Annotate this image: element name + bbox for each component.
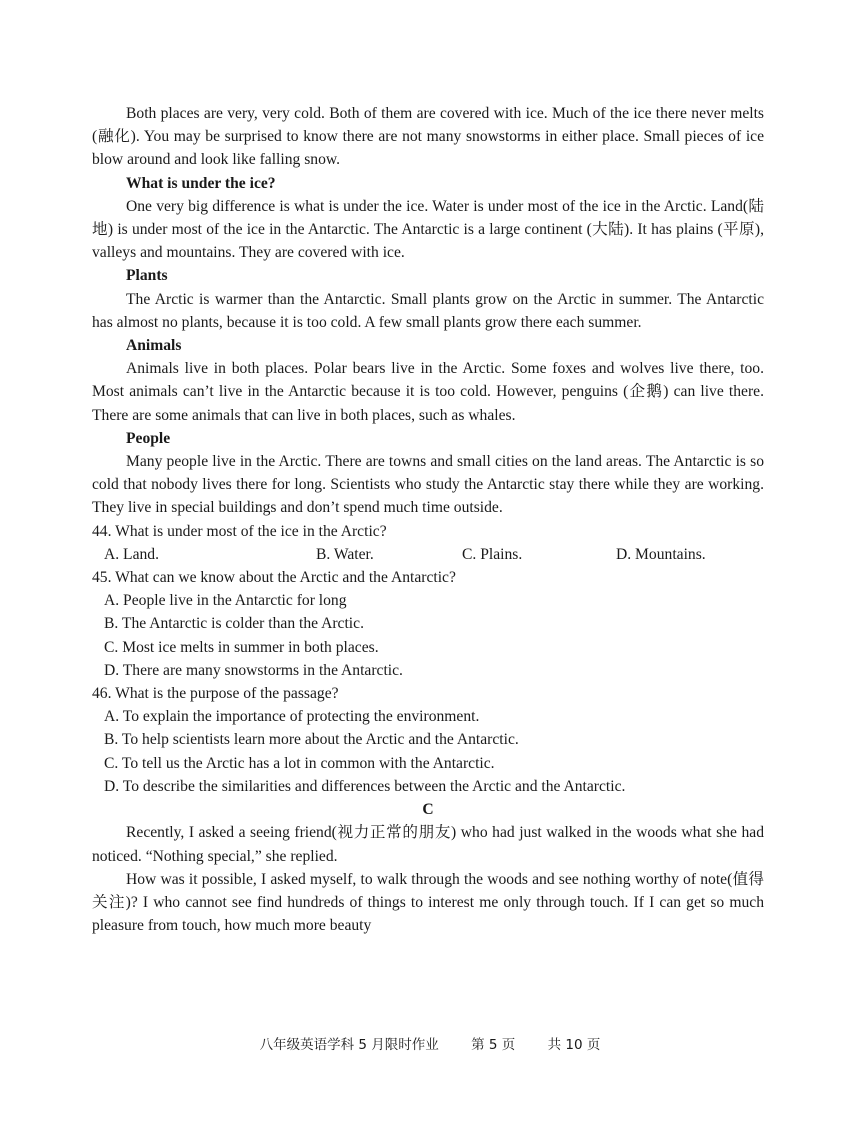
section-text-animals: Animals live in both places. Polar bears live in the Arctic. Some foxes and wolves live there, too. Most animals can’t live in the Antarctic because it is too cold. However, penguins (企鹅) can live there. There are some animals that can live in both places, such as whales. <box>92 360 764 424</box>
section-heading-plants: Plants <box>126 267 168 285</box>
section-text-people: Many people live in the Arctic. There are towns and small cities on the land areas. The Antarctic is so cold that nobody lives there for long. Scientists who study the Antarctic stay there while they are working. They live in special buildings and don’t spend much time outside. <box>92 453 764 517</box>
question-45-option-d: D. There are many snowstorms in the Antarctic. <box>104 661 403 679</box>
section-text-plants: The Arctic is warmer than the Antarctic. Small plants grow on the Arctic in summer. The Antarctic has almost no plants, because it is too cold. A few small plants grow there each summer. <box>92 290 764 331</box>
section-heading-people: People <box>126 429 171 447</box>
question-44-option-d: D. Mountains. <box>616 545 706 563</box>
passage-c-paragraph: How was it possible, I asked myself, to walk through the woods and see nothing worthy of note(值得关注)? I who cannot see find hundreds of things to interest me only through touch. If I can get so much pleasure from touch, how much more beauty <box>92 870 764 935</box>
question-44-option-a: A. Land. <box>104 545 159 563</box>
question-44-stem: 44. What is under most of the ice in the Arctic? <box>92 522 387 540</box>
question-46-option-d: D. To describe the similarities and differences between the Arctic and the Antarctic. <box>104 777 626 795</box>
footer-page-number: 第 5 页 <box>471 1037 516 1053</box>
question-46-stem: 46. What is the purpose of the passage? <box>92 685 339 703</box>
question-45-option-c: C. Most ice melts in summer in both places. <box>104 638 379 656</box>
question-46-option-a: A. To explain the importance of protecting the environment. <box>104 708 480 726</box>
question-45-option-a: A. People live in the Antarctic for long <box>104 592 347 610</box>
footer-title: 八年级英语学科 5 月限时作业 <box>259 1037 439 1053</box>
question-46-option-c: C. To tell us the Arctic has a lot in common with the Antarctic. <box>104 754 495 772</box>
question-44-option-b: B. Water. <box>316 545 374 563</box>
passage-b-intro: Both places are very, very cold. Both of them are covered with ice. Much of the ice there never melts (融化). You may be surprised to know there are not many snowstorms in either place. Small pieces of ice blow around and look like falling snow. <box>92 105 764 169</box>
question-45-stem: 45. What can we know about the Arctic and the Antarctic? <box>92 569 456 587</box>
section-text-ice: One very big difference is what is under the ice. Water is under most of the ice in the Arctic. Land(陆地) is under most of the ice in the Antarctic. The Antarctic is a large continent (大陆). It has plains (平原), valleys and mountains. They are covered with ice. <box>92 197 764 262</box>
section-heading-ice: What is under the ice? <box>126 174 276 192</box>
section-heading-animals: Animals <box>126 337 182 355</box>
passage-c-paragraph: Recently, I asked a seeing friend(视力正常的朋友) who had just walked in the woods what she had noticed. “Nothing special,” she replied. <box>92 824 764 865</box>
footer-total-pages: 共 10 页 <box>547 1037 601 1053</box>
page-content <box>92 102 764 937</box>
question-44-option-c: C. Plains. <box>462 545 523 563</box>
question-44-options <box>92 543 764 566</box>
passage-c-letter: C <box>422 801 434 819</box>
question-45-option-b: B. The Antarctic is colder than the Arctic. <box>104 615 364 633</box>
question-46-option-b: B. To help scientists learn more about the Arctic and the Antarctic. <box>104 731 519 749</box>
page-footer <box>0 1033 860 1053</box>
